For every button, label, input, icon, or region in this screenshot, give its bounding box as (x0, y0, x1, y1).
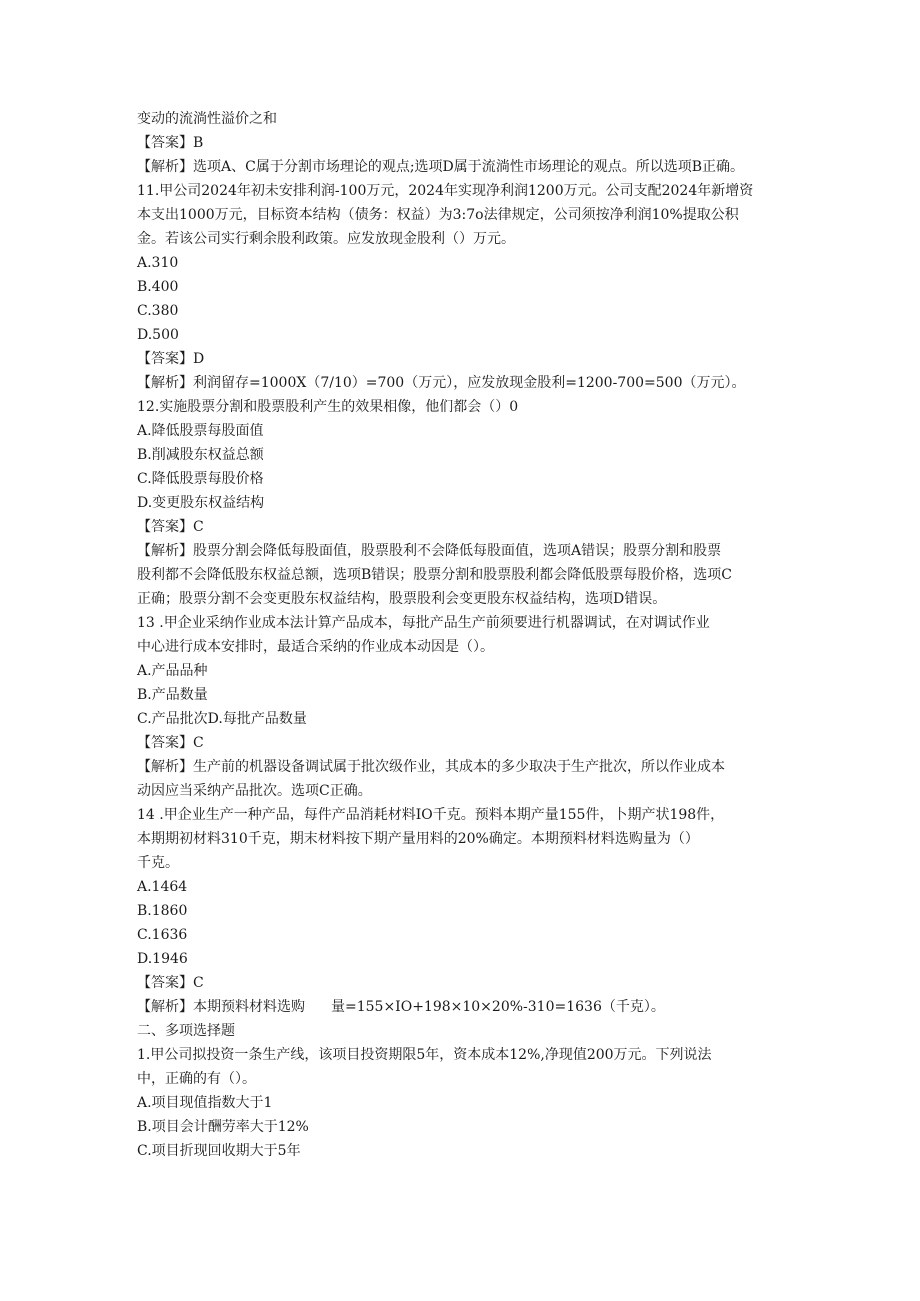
answer-line: 【答案】B (137, 135, 204, 151)
explanation-line-1: 【解析】股票分割会降低每股面值，股票股利不会降低每股面值，选项A错误；股票分割和股票 (137, 543, 722, 559)
explanation-line-2: 动因应当采纳产品批次。选项C正确。 (137, 783, 372, 799)
option-b: B.1860 (137, 903, 188, 919)
option-c-d: C.产品批次D.每批产品数量 (137, 711, 307, 727)
option-c: C.项目折现回收期大于5年 (137, 1143, 301, 1159)
option-b: B.项目会计酬劳率大于12% (137, 1119, 309, 1135)
question-11-line-2: 本支出1000万元，目标资本结构（债务：权益）为3:7o法律规定，公司须按净利润10%提取公积 (137, 207, 739, 223)
question-14-line-2: 本期期初材料310千克，期末材料按下期产量用料的20%确定。本期预料材料选购量为（） (137, 831, 699, 847)
option-b: B.400 (137, 279, 179, 295)
option-c: C.降低股票每股价格 (137, 471, 264, 487)
question-13-line-2: 中心进行成本安排时，最适合采纳的作业成本动因是（）。 (137, 639, 494, 655)
explanation-line-3: 正确；股票分割不会变更股东权益结构，股票股利会变更股东权益结构，选项D错误。 (137, 591, 667, 607)
option-d: D.500 (137, 327, 179, 343)
multi-question-1-line-1: 1.甲公司拟投资一条生产线，该项目投资期限5年，资本成本12%,净现值200万元。下列说法 (137, 1047, 712, 1063)
option-a: A.产品品种 (137, 663, 208, 679)
explanation-line-1: 【解析】生产前的机器设备调试属于批次级作业，其成本的多少取决于生产批次，所以作业成本 (137, 759, 725, 775)
question-14-line-1: 14 .甲企业生产一种产品，每件产品消耗材料IO千克。预料本期产量155件，卜期产状198件， (137, 807, 725, 823)
document-body (137, 107, 797, 1163)
explanation-line: 【解析】选项A、C属于分割市场理论的观点;选项D属于流淌性市场理论的观点。所以选项B正确。 (137, 159, 745, 175)
explanation-line-2: 股利都不会降低股东权益总额，选项B错误；股票分割和股票股利都会降低股票每股价格，选项C (137, 567, 732, 583)
option-d: D.变更股东权益结构 (137, 495, 265, 511)
option-a: A.项目现值指数大于1 (137, 1095, 273, 1111)
option-a: A.310 (137, 255, 179, 271)
option-d: D.1946 (137, 951, 188, 967)
explanation-line (137, 995, 797, 1019)
option-a: A.1464 (137, 879, 188, 895)
option-b: B.削减股东权益总额 (137, 447, 264, 463)
question-11-line-1: 11.甲公司2024年初未安排利润-100万元，2024年实现净利润1200万元。公司支配2024年新增资 (137, 183, 754, 199)
question-14-line-3: 千克。 (137, 855, 179, 871)
option-b: B.产品数量 (137, 687, 208, 703)
option-a: A.降低股票每股面值 (137, 423, 264, 439)
multi-question-1-line-2: 中，正确的有（）。 (137, 1071, 256, 1087)
answer-line: 【答案】C (137, 975, 204, 991)
text-line: 变动的流淌性溢价之和 (137, 111, 277, 127)
question-11-line-3: 金。若该公司实行剩余股利政策。应发放现金股利（）万元。 (137, 231, 515, 247)
answer-line: 【答案】D (137, 351, 205, 367)
question-12-line: 12.实施股票分割和股票股利产生的效果相像，他们都会（）0 (137, 399, 519, 415)
section-heading: 二、多项选择题 (137, 1023, 235, 1039)
answer-line: 【答案】C (137, 519, 204, 535)
option-c: C.380 (137, 303, 179, 319)
explanation-part-2: 量=155×IO+198×10×20%-310=1636（千克）。 (331, 999, 665, 1015)
explanation-line: 【解析】利润留存=1000X（7/10）=700（万元），应发放现金股利=1200-700=500（万元）。 (137, 375, 746, 391)
option-c: C.1636 (137, 927, 188, 943)
answer-line: 【答案】C (137, 735, 204, 751)
question-13-line-1: 13 .甲企业采纳作业成本法计算产品成本，每批产品生产前须要进行机器调试，在对调试作业 (137, 615, 710, 631)
explanation-part-1: 【解析】本期预料材料选购 (137, 999, 305, 1015)
